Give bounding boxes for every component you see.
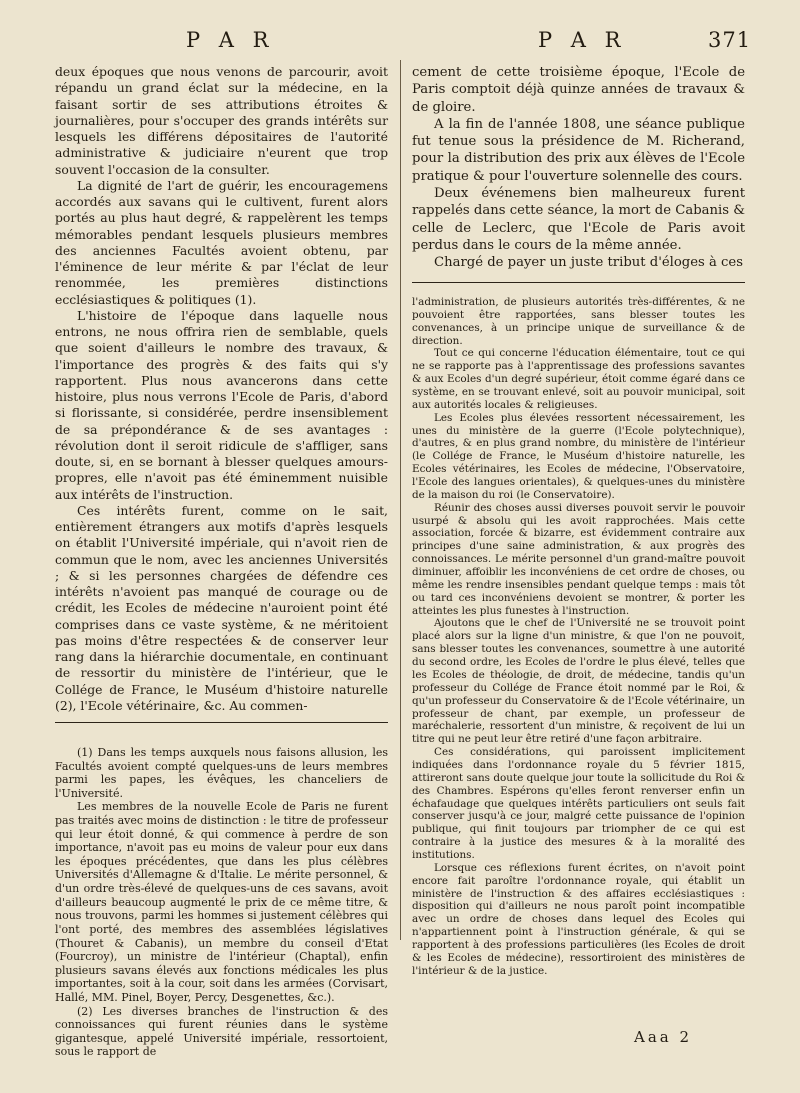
paragraph: deux époques que nous venons de parcourir, avoit répandu un grand éclat sur la médecine, en la faisant sortir de ses attributions étroites & journalières, pour s'occuper des grands intérêts sur lesquels les différens dépositaires de l'autorité administrative & judiciaire n'eurent que trop souvent l'occasion de la consulter. — [55, 64, 388, 177]
paragraph: cement de cette troisième époque, l'Ecole de Paris comptoit déjà quinze années de travaux & de gloire. — [412, 65, 745, 115]
page-number: 371 — [708, 28, 752, 52]
footnote: (2) Les diverses branches de l'instruction & des connoissances qui furent réunies dans le système gigantesque, appelé Université impériale, ressortoient, sous le rapport de — [55, 1004, 388, 1059]
running-head-left: P A R — [186, 28, 275, 52]
footnote: Les Ecoles plus élevées ressortent nécessairement, les unes du ministère de la guerre (l'Ecole polytechnique), d'autres, & en plus grand nombre, du ministère de l'intérieur (le Collége de France, le Muséum d'histoire naturelle, les Ecoles vétérinaires, les Ecoles de médecine, l'Observatoire, l'Ecole des langues orientales), & quelques-unes du ministère de la maison du roi (le Conservatoire). — [412, 411, 745, 501]
left-footnotes — [55, 746, 388, 1059]
footnote-rule — [412, 282, 745, 283]
footnote: Ajoutons que le chef de l'Université ne se trouvoit point placé alors sur la ligne d'un ministre, & que l'on ne pouvoit, sans blesser toutes les convenances, soumettre à une autorité du second ordre, les Ecoles de l'ordre le plus élevé, telles que les Ecoles de théologie, de droit, de médecine, tandis qu'un professeur du Collége de France étoit nommé par le Roi, & qu'un professeur du Conservatoire & de l'Ecole vétérinaire, un professeur de chant, par exemple, un professeur de maréchalerie, ressortent d'un ministre, & reçoivent de lui un titre qui ne peut leur être retiré d'une façon arbitraire. — [412, 617, 745, 746]
footnote: (1) Dans les temps auxquels nous faisons allusion, les Facultés avoient compté quelques-uns de leurs membres parmi les papes, les évêques, les chanceliers de l'Université. — [55, 746, 388, 800]
footnote: l'administration, de plusieurs autorités très-différentes, & ne pouvoient être rapportées, sans blesser toutes les convenances, à un principe unique de surveillance & de direction. — [412, 296, 745, 347]
paragraph: Deux événemens bien malheureux furent rappelés dans cette séance, la mort de Cabanis & celle de Leclerc, que l'Ecole de Paris avoit perdus dans le cours de la même année. — [412, 186, 745, 253]
paragraph: A la fin de l'année 1808, une séance publique fut tenue sous la présidence de M. Richerand, pour la distribution des prix aux élèves de l'Ecole pratique & pour l'ouverture solennelle des cours. — [412, 116, 745, 184]
paragraph: Ces intérêts furent, comme on le sait, entièrement étrangers aux motifs d'après lesquels on établit l'Université impériale, qui n'avoit rien de commun que le nom, avec les anciennes Universités ; & si les personnes chargées de défendre ces intérêts n'avoient pas manqué de courage ou de crédit, les Ecoles de médecine n'auroient point été comprises dans ce vaste système, & ne méritoient pas moins d'être respectées & de conserver leur rang dans la hiérarchie documentale, en continuant de ressortir du ministère de l'intérieur, que le Collége de France, le Muséum d'histoire naturelle (2), l'Ecole vétérinaire, &c. Au commen- — [55, 502, 388, 713]
footnote: Ces considérations, qui paroissent implicitement indiquées dans l'ordonnance royale du 5 février 1815, attireront sans doute quelque jour toute la sollicitude du Roi & des Chambres. Espérons qu'elles feront renverser enfin un échafaudage que quelques intérêts particuliers ont seuls fait conserver jusqu'à ce jour, malgré cette puissance de l'opinion publique, qui finit toujours par triompher de ce qui est contraire à la justice des mesures & à la moralité des institutions. — [412, 746, 745, 861]
paragraph: La dignité de l'art de guérir, les encouragemens accordés aux savans qui le cultivent, furent alors portés au plus haut degré, & rappelèrent les temps mémorables pendant lesquels plusieurs membres des anciennes Facultés avoient obtenu, par l'éminence de leur mérite & par l'éclat de leur renommée, les premières distinctions ecclésiastiques & politiques (1). — [55, 177, 388, 307]
footnote: Lorsque ces réflexions furent écrites, on n'avoit point encore fait paroître l'ordonnance royale, qui établit un ministère de l'instruction & des affaires ecclésiastiques : disposition qui d'ailleurs ne nous paroît point incompatible avec un ordre de choses dans lequel des Ecoles qui n'appartiennent point à l'instruction générale, & qui se rapportent à des professions particulières (les Ecoles de droit & les Ecoles de médecine), ressortiroient des ministères de l'intérieur & de la justice. — [412, 861, 745, 977]
right-footnotes — [412, 296, 745, 978]
footnote: Les membres de la nouvelle Ecole de Paris ne furent pas traités avec moins de distinction : le titre de professeur qui leur étoit donné, & qui commence à perdre de son importance, n'avoit pas eu moins de valeur pour eux dans les époques précédentes, que dans les plus célèbres Universités d'Allemagne & d'Italie. Le mérite personnel, & d'un ordre très-élevé de quelques-uns de ces savans, avoit d'ailleurs beaucoup augmenté le prix de ce même titre, & nous trouvons, parmi les hommes si justement célèbres qui l'ont porté, des membres des assemblées législatives (Thouret & Cabanis), un membre du conseil d'Etat (Fourcroy), un ministre de l'intérieur (Chaptal), enfin plusieurs savans élevés aux fonctions médicales les plus importantes, soit à la cour, soit dans les armées (Corvisart, Hallé, MM. Pinel, Boyer, Percy, Desgenettes, &c.). — [55, 800, 388, 1004]
column-divider — [400, 60, 401, 940]
signature-mark: Aaa 2 — [634, 1028, 693, 1046]
running-head-right: P A R — [538, 28, 627, 52]
right-column-body — [412, 64, 745, 272]
footnote-rule — [55, 722, 388, 723]
footnote: Tout ce qui concerne l'éducation élémentaire, tout ce qui ne se rapporte pas à l'apprentissage des professions savantes & aux Ecoles d'un degré supérieur, étoit comme égaré dans ce système, en se trouvant enlevé, soit au pouvoir municipal, soit aux autorités locales & religieuses. — [412, 347, 745, 411]
left-column-body — [55, 64, 388, 714]
footnote: Réunir des choses aussi diverses pouvoit servir le pouvoir usurpé & absolu qui les avoit rapprochées. Mais cette association, forcée & bizarre, est évidemment contraire aux principes d'une saine administration, & aux progrès des connoissances. Le mérite personnel d'un grand-maître pouvoit diminuer, affoiblir les inconvéniens de cet ordre de choses, ou même les rendre insensibles pendant quelque temps : mais tôt ou tard ces inconvéniens devoient se montrer, & porter les atteintes les plus funestes à l'instruction. — [412, 501, 745, 617]
paragraph: L'histoire de l'époque dans laquelle nous entrons, ne nous offrira rien de semblable, quels que soient d'ailleurs le nombre des travaux, & l'importance des progrès & des faits qui s'y rapportent. Plus nous avancerons dans cette histoire, plus nous verrons l'Ecole de Paris, d'abord si florissante, si considérée, perdre insensiblement de sa prépondérance & de ses avantages : révolution dont il seroit ridicule de s'affliger, sans doute, si, en se bornant à blesser quelques amours-propres, elle n'avoit pas été éminemment nuisible aux intérêts de l'instruction. — [55, 307, 388, 502]
paragraph: Chargé de payer un juste tribut d'éloges à ces — [434, 255, 743, 271]
